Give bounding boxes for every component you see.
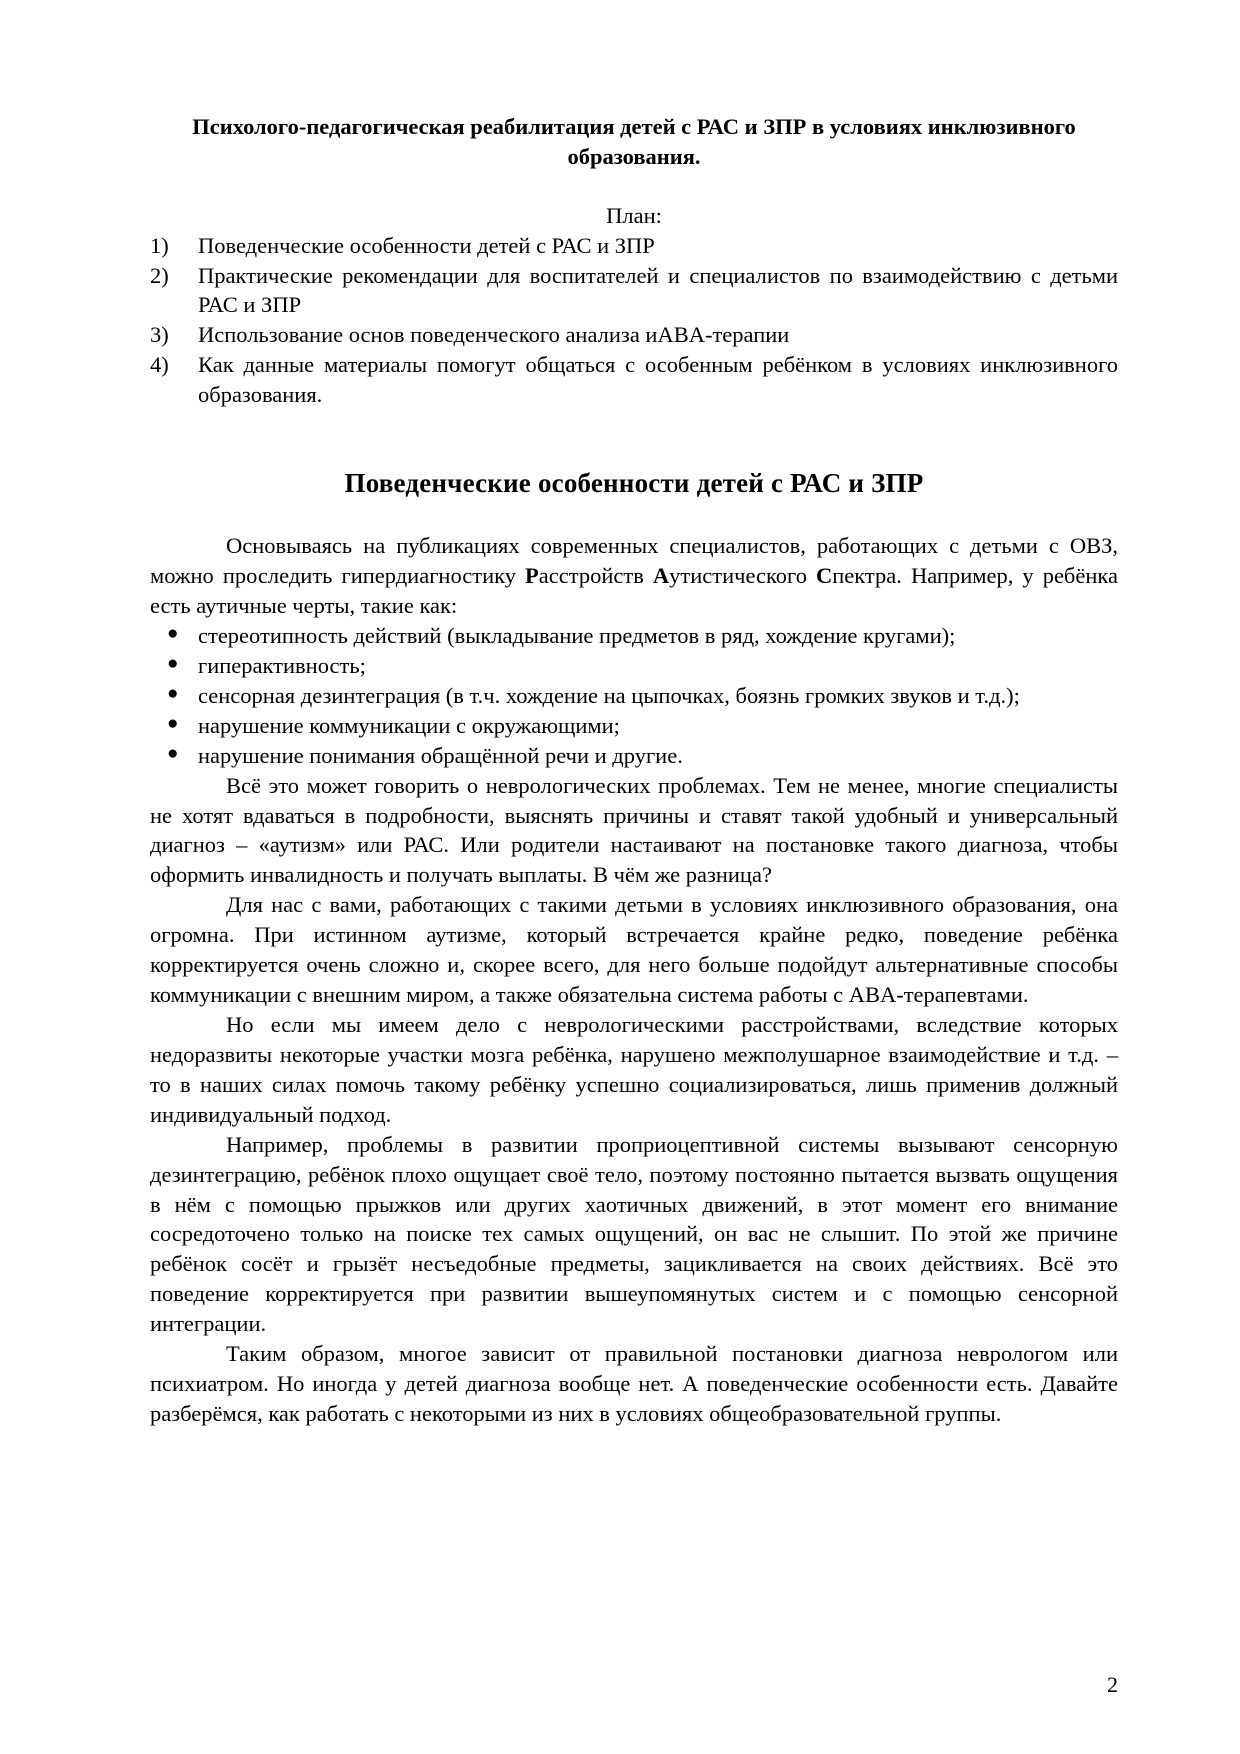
body-paragraph: Но если мы имеем дело с неврологическими расстройствами, вследствие которых недоразвиты некоторые участки мозга ребёнка, нарушено межполушарное взаимодействие и т.д. – то в наших силах помочь такому ребёнку успешно социализироваться, лишь применив должный индивидуальный подход.	[150, 1012, 1118, 1127]
plan-item-number: 4)	[150, 352, 169, 378]
intro-text-start: Основываясь на публикациях современных специалистов, работающих с детьми с ОВЗ, можно проследить гипердиагностику	[150, 533, 1118, 589]
word-spektra: пектра.	[832, 563, 902, 589]
plan-item	[150, 320, 1118, 350]
list-item	[150, 651, 1118, 681]
body-paragraph: Всё это может говорить о неврологических проблемах. Тем не менее, многие специалисты не хотят вдаваться в подробности, выяснять причины и ставят такой удобный и универсальный диагноз – «аутизм» или РАС. Или родители настаивают на постановке такого диагноза, чтобы оформить инвалидность и получать выплаты. В чём же разница?	[150, 772, 1118, 888]
list-item	[150, 711, 1118, 741]
word-rasstroystv: асстройств	[538, 563, 653, 589]
page-title: Психолого-педагогическая реабилитация детей с РАС и ЗПР в условиях инклюзивного образования.	[192, 114, 1076, 169]
bullet-icon: ●	[167, 712, 179, 734]
bold-letter-a: А	[652, 563, 670, 589]
plan-list	[150, 231, 1118, 411]
plan-item-text: Поведенческие особенности детей с РАС и ЗПР	[198, 232, 655, 258]
list-item-text: сенсорная дезинтеграция (в т.ч. хождение на цыпочках, боязнь громких звуков и т.д.);	[198, 682, 1020, 708]
list-item-text: нарушение понимания обращённой речи и другие.	[198, 742, 683, 768]
intro-text-end: Например, у ребёнка есть аутичные черты, такие как:	[150, 563, 1118, 619]
plan-item	[150, 350, 1118, 410]
plan-item-number: 3)	[150, 322, 169, 348]
body-paragraph: Таким образом, многое зависит от правильной постановки диагноза неврологом или психиатром. Но иногда у детей диагноза вообще нет. А поведенческие особенности есть. Давайте разберёмся, как работать с некоторыми из них в условиях общеобразовательной группы.	[150, 1341, 1118, 1426]
list-item	[150, 741, 1118, 771]
plan-item-text: Использование основ поведенческого анализа иABA-терапии	[198, 322, 790, 348]
plan-label: План:	[606, 203, 662, 229]
plan-item-text: Практические рекомендации для воспитателей и специалистов по взаимодействию с детьми РАС и ЗПР	[198, 262, 1118, 318]
plan-item	[150, 261, 1118, 321]
list-item	[150, 681, 1118, 711]
bullet-icon: ●	[167, 682, 179, 704]
body-paragraph: Для нас с вами, работающих с такими детьми в условиях инклюзивного образования, она огромна. При истинном аутизме, который встречается крайне редко, поведение ребёнка корректируется очень сложно и, скорее всего, для него больше подойдут альтернативные способы коммуникации с внешним миром, а также обязательна система работы с ABA-терапевтами.	[150, 892, 1118, 1008]
word-autisticheskogo: утистического	[669, 563, 817, 589]
plan-item-number: 1)	[150, 232, 169, 258]
bullet-icon: ●	[167, 623, 179, 645]
bold-letter-s: С	[816, 563, 833, 589]
page-number: 2	[1107, 1672, 1118, 1697]
list-item-text: гиперактивность;	[198, 652, 366, 678]
intro-paragraph	[150, 531, 1118, 621]
plan-item	[150, 231, 1118, 261]
body-paragraph: Например, проблемы в развитии проприоцептивной системы вызывают сенсорную дезинтеграцию, ребёнок плохо ощущает своё тело, поэтому постоянно пытается вызвать ощущения в нём с помощью прыжков или других хаотичных движений, в этот момент его внимание сосредоточено только на поиске тех самых ощущений, он вас не слышит. По этой же причине ребёнок сосёт и грызёт несъедобные предметы, зацикливается на своих действиях. Всё это поведение корректируется при развитии вышеупомянутых систем и с помощью сенсорной интеграции.	[150, 1131, 1118, 1337]
section-heading: Поведенческие особенности детей с РАС и ЗПР	[344, 468, 924, 499]
traits-list	[150, 621, 1118, 771]
bullet-icon: ●	[167, 742, 179, 764]
list-item-text: нарушение коммуникации с окружающими;	[198, 712, 620, 738]
bullet-icon: ●	[167, 652, 179, 674]
plan-item-number: 2)	[150, 262, 169, 288]
bold-letter-r: Р	[525, 563, 539, 589]
plan-item-text: Как данные материалы помогут общаться с особенным ребёнком в условиях инклюзивного образования.	[198, 352, 1118, 408]
list-item-text: стереотипность действий (выкладывание предметов в ряд, хождение кругами);	[198, 623, 956, 649]
list-item	[150, 621, 1118, 651]
